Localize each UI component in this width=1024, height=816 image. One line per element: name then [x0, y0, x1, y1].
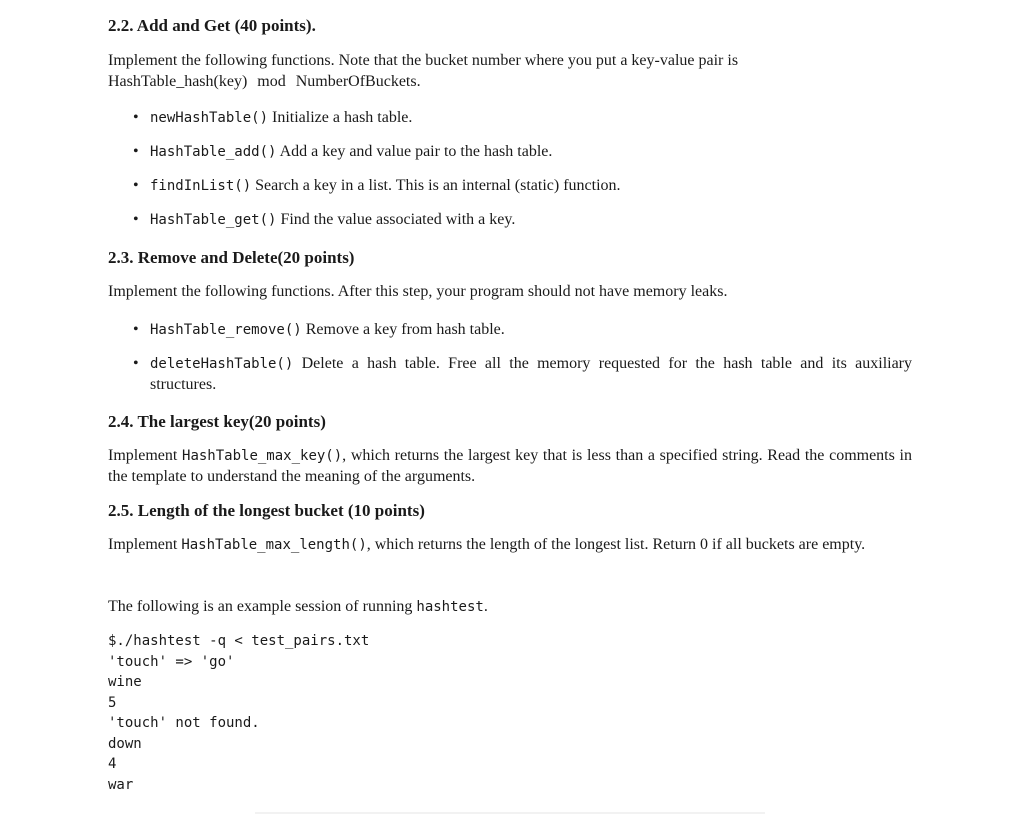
body-text-pre: Implement	[108, 447, 178, 464]
function-name: HashTable_add()	[150, 144, 277, 160]
terminal-line: down	[108, 735, 142, 752]
terminal-line: 5	[108, 694, 117, 711]
bullet-icon: •	[133, 109, 139, 126]
program-name: hashtest	[416, 599, 484, 615]
list-item	[133, 210, 912, 231]
body-text-post: , which returns the length of the longest list. Return 0 if all buckets are empty.	[366, 536, 866, 553]
example-intro-text: The following is an example session of running	[108, 598, 413, 615]
bullet-icon: •	[133, 211, 139, 228]
function-name: findInList()	[150, 178, 252, 194]
section-heading-2-5: 2.5. Length of the longest bucket (10 points)	[108, 501, 425, 520]
function-name: newHashTable()	[150, 110, 269, 126]
function-name: HashTable_max_length()	[181, 537, 367, 553]
function-description: Delete a hash table. Free all the memory requested for the hash table and its auxiliary structures.	[150, 355, 913, 393]
function-description: Add a key and value pair to the hash table.	[279, 143, 553, 160]
bullet-icon: •	[133, 321, 139, 338]
section-heading-2-2: 2.2. Add and Get (40 points).	[108, 16, 316, 35]
list-item	[133, 142, 912, 163]
page-bottom-edge	[255, 812, 765, 814]
formula-mod: mod	[257, 72, 286, 90]
function-description: Initialize a hash table.	[272, 109, 413, 126]
intro-text: Implement the following functions. Note that the bucket number where you put a key-value pair is	[108, 52, 739, 69]
terminal-line: 'touch' not found.	[108, 715, 260, 731]
list-item	[133, 108, 912, 129]
terminal-line: wine	[108, 674, 142, 690]
list-item	[133, 176, 912, 197]
list-item	[133, 320, 912, 341]
bullet-icon: •	[133, 355, 139, 372]
function-name: HashTable_max_key()	[182, 448, 343, 464]
function-description: Search a key in a list. This is an internal (static) function.	[255, 177, 621, 194]
terminal-line: 'touch' => 'go'	[108, 653, 235, 670]
formula-buckets: NumberOfBuckets.	[295, 72, 421, 90]
section-2-5-body	[108, 535, 912, 556]
list-item	[133, 354, 913, 395]
function-name: HashTable_get()	[150, 212, 277, 228]
body-text-post: , which returns the largest key that is less than a specified string. Read the comments in the template to understand the meaning of the arguments.	[108, 447, 912, 485]
bullet-icon: •	[133, 143, 139, 160]
section-2-2-intro	[108, 51, 912, 92]
example-intro-end: .	[483, 598, 488, 615]
terminal-line: 4	[108, 756, 117, 772]
terminal-line: $./hashtest -q < test_pairs.txt	[108, 633, 370, 649]
section-2-4-body	[108, 446, 912, 487]
section-2-3-intro: Implement the following functions. After this step, your program should not have memory leaks.	[108, 283, 728, 300]
section-heading-2-4: 2.4. The largest key(20 points)	[108, 412, 326, 431]
formula-hash: HashTable_hash(key)	[108, 72, 248, 90]
bullet-icon: •	[133, 177, 139, 194]
section-heading-2-3: 2.3. Remove and Delete(20 points)	[108, 248, 355, 267]
example-intro	[108, 597, 912, 618]
function-name: HashTable_remove()	[150, 322, 302, 338]
terminal-line: war	[108, 776, 134, 793]
function-name: deleteHashTable()	[150, 356, 294, 372]
terminal-output	[108, 631, 369, 795]
function-description: Remove a key from hash table.	[305, 321, 505, 338]
function-description: Find the value associated with a key.	[280, 211, 516, 228]
body-text-pre: Implement	[108, 536, 178, 553]
